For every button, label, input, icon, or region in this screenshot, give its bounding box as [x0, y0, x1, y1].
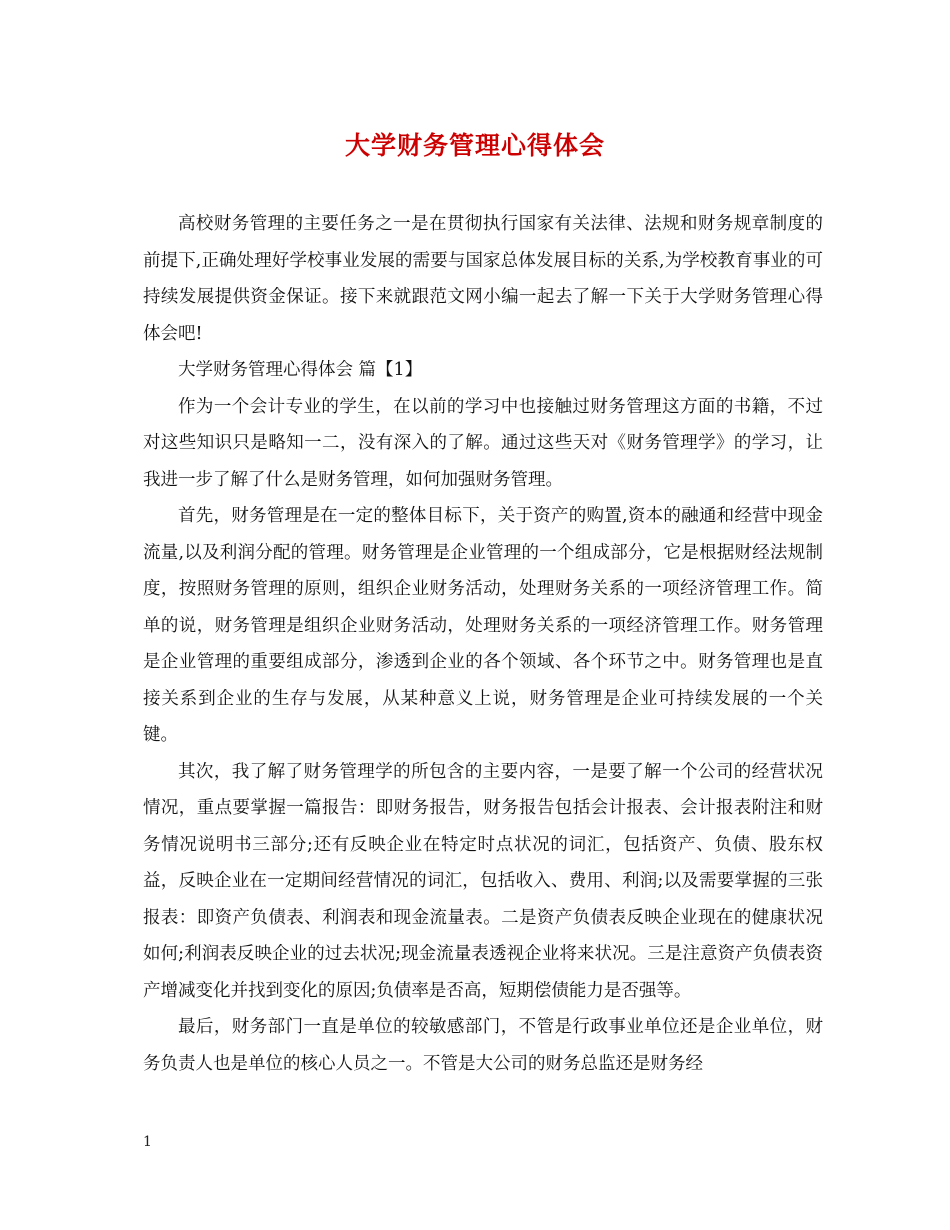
page-number: 1: [143, 1134, 152, 1150]
body-paragraph-3: 其次，我了解了财务管理学的所包含的主要内容，一是要了解一个公司的经营状况情况，重点要掌握一篇报告：即财务报告，财务报告包括会计报表、会计报表附注和财务情况说明书三部分;还有反映企业在特定时点状况的词汇，包括资产、负债、股东权益，反映企业在一定期间经营情况的词汇，包括收入、费用、利润;以及需要掌握的三张报表：即资产负债表、利润表和现金流量表。二是资产负债表反映企业现在的健康状况如何;利润表反映企业的过去状况;现金流量表透视企业将来状况。三是注意资产负债表资产增减变化并找到变化的原因;负债率是否高，短期偿债能力是否强等。: [143, 761, 823, 1001]
body-paragraph-4: 最后，财务部门一直是单位的较敏感部门，不管是行政事业单位还是企业单位，财务负责人也是单位的核心人员之一。不管是大公司的财务总监还是财务经: [143, 1017, 823, 1074]
body-paragraph-2: 首先，财务管理是在一定的整体目标下，关于资产的购置,资本的融通和经营中现金流量,以及利润分配的管理。财务管理是企业管理的一个组成部分，它是根据财经法规制度，按照财务管理的原则，组织企业财务活动，处理财务关系的一项经济管理工作。简单的说，财务管理是组织企业财务活动，处理财务关系的一项经济管理工作。财务管理是企业管理的重要组成部分，渗透到企业的各个领域、各个环节之中。财务管理也是直接关系到企业的生存与发展，从某种意义上说，财务管理是企业可持续发展的一个关键。: [143, 506, 823, 745]
section-heading: 大学财务管理心得体会 篇【1】: [178, 360, 423, 380]
body-paragraph-1: 作为一个会计专业的学生，在以前的学习中也接触过财务管理这方面的书籍，不过对这些知识只是略知一二，没有深入的了解。通过这些天对《财务管理学》的学习，让我进一步了解了什么是财务管理，如何加强财务管理。: [143, 396, 823, 490]
intro-paragraph: 高校财务管理的主要任务之一是在贯彻执行国家有关法律、法规和财务规章制度的前提下,正确处理好学校事业发展的需要与国家总体发展目标的关系,为学校教育事业的可持续发展提供资金保证。接下来就跟范文网小编一起去了解一下关于大学财务管理心得体会吧!: [143, 214, 823, 344]
document-title: 大学财务管理心得体会: [344, 131, 605, 160]
document-body: [143, 206, 823, 1082]
